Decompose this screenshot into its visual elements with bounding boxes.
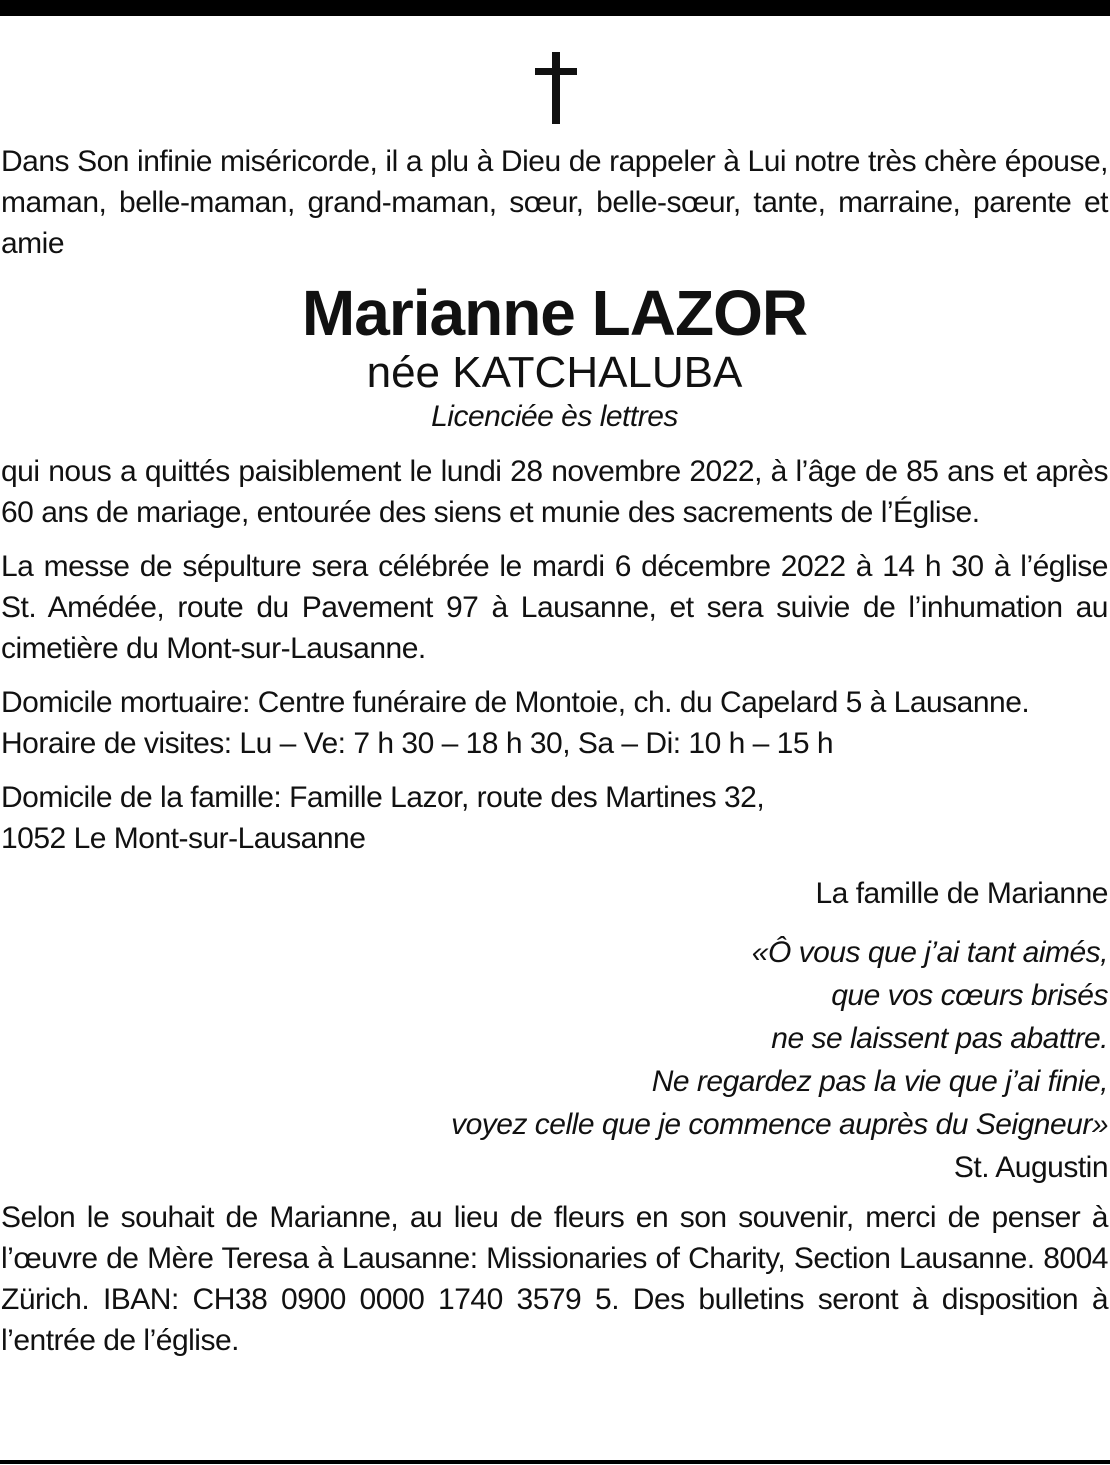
poem-line: voyez celle que je commence auprès du Seigneur» <box>451 1108 1108 1141</box>
poem-line: «Ô vous que j’ai tant aimés, <box>751 936 1108 969</box>
visiting-hours: Horaire de visites: Lu – Ve: 7 h 30 – 18 h 30, Sa – Di: 10 h – 15 h <box>1 727 834 760</box>
bottom-border-rule <box>0 1460 1110 1464</box>
maiden-name: née KATCHALUBA <box>366 348 743 397</box>
poem-line: Ne regardez pas la vie que j’ai finie, <box>651 1065 1108 1098</box>
latin-cross-icon <box>534 52 578 126</box>
mortuary-info <box>1 682 1108 764</box>
deceased-name: Marianne LAZOR <box>301 277 808 349</box>
mortuary-address: Domicile mortuaire: Centre funéraire de Montoie, ch. du Capelard 5 à Lausanne. <box>1 686 1030 719</box>
family-address <box>1 777 1108 859</box>
academic-title: Licenciée ès lettres <box>431 400 678 433</box>
poem-author: St. Augustin <box>953 1151 1108 1184</box>
donation-paragraph: Selon le souhait de Marianne, au lieu de fleurs en son souvenir, merci de penser à l’œuvre de Mère Teresa à Lausanne: Missionaries of Charity, Section Lausanne. 8004 Zürich. IBAN: CH38 0900 0000 1740 3579 5. Des bulletins seront à disposition à l’entrée de l’église. <box>1 1201 1108 1357</box>
funeral-mass-paragraph: La messe de sépulture sera célébrée le mardi 6 décembre 2022 à 14 h 30 à l’église St. Amédée, route du Pavement 97 à Lausanne, et sera suivie de l’inhumation au cimetière du Mont-sur-Lausanne. <box>1 550 1108 665</box>
family-signature: La famille de Marianne <box>815 877 1108 910</box>
poem-quote <box>1 931 1108 1146</box>
poem-line: que vos cœurs brisés <box>831 979 1108 1012</box>
poem-line: ne se laissent pas abattre. <box>771 1022 1108 1055</box>
top-border-rule <box>0 0 1110 16</box>
obituary-content <box>1 141 1108 1361</box>
intro-paragraph: Dans Son infinie miséricorde, il a plu à Dieu de rappeler à Lui notre très chère épouse, maman, belle-maman, grand-maman, sœur, belle-sœur, tante, marraine, parente et amie <box>1 145 1108 260</box>
family-address-line2: 1052 Le Mont-sur-Lausanne <box>1 822 366 855</box>
passing-paragraph: qui nous a quittés paisiblement le lundi 28 novembre 2022, à l’âge de 85 ans et après 60 ans de mariage, entourée des siens et munie des sacrements de l’Église. <box>1 455 1108 529</box>
family-address-line1: Domicile de la famille: Famille Lazor, route des Martines 32, <box>1 781 765 814</box>
